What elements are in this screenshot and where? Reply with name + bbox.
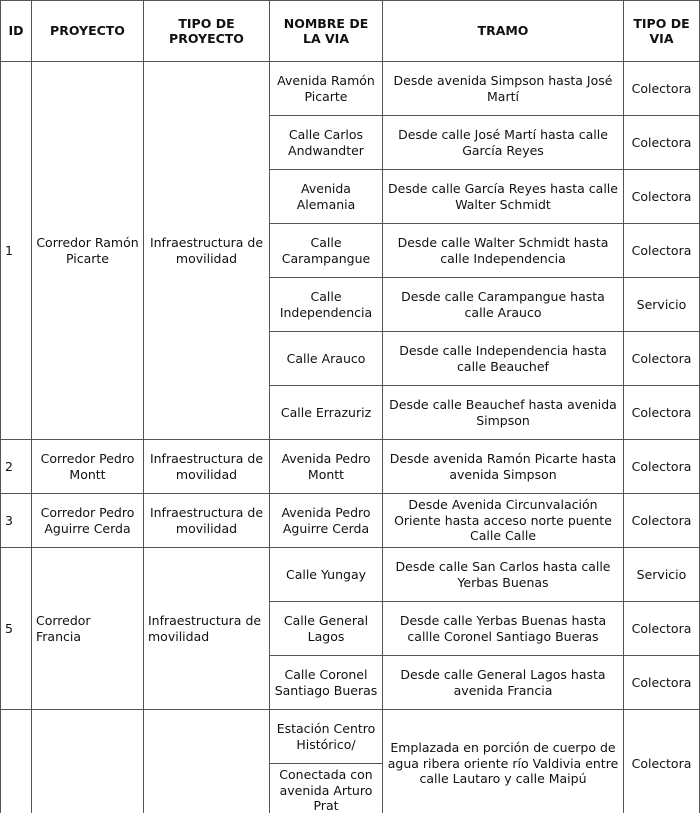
cell-id: 1: [1, 62, 32, 440]
table-row: [1, 62, 700, 116]
header-nombre-via: NOMBRE DE LA VIA: [270, 1, 383, 62]
cell-via: Calle Yungay: [270, 548, 383, 602]
cell-tipo-via: Colectora: [624, 116, 700, 170]
header-tipo-via: TIPO DE VIA: [624, 1, 700, 62]
cell-tipo-proyecto: Infraestructura de movilidad: [144, 494, 270, 548]
table-row: [1, 440, 700, 494]
header-id: ID: [1, 1, 32, 62]
table-body: [1, 62, 700, 813]
cell-tipo-via: Colectora: [624, 656, 700, 710]
cell-tramo: Desde avenida Ramón Picarte hasta avenida Simpson: [383, 440, 624, 494]
cell-tramo: Emplazada en porción de cuerpo de agua ribera oriente río Valdivia entre calle Lautaro y calle Maipú: [383, 710, 624, 813]
cell-tipo-via: Colectora: [624, 224, 700, 278]
cell-via: Estación Centro Histórico/: [270, 710, 383, 764]
cell-id: 2: [1, 440, 32, 494]
cell-via: Avenida Alemania: [270, 170, 383, 224]
cell-tramo: Desde calle García Reyes hasta calle Walter Schmidt: [383, 170, 624, 224]
cell-tipo-via: Colectora: [624, 602, 700, 656]
cell-via: Calle Coronel Santiago Bueras: [270, 656, 383, 710]
cell-tramo: Desde calle Beauchef hasta avenida Simpson: [383, 386, 624, 440]
cell-via: Calle Carlos Andwandter: [270, 116, 383, 170]
cell-id: 5: [1, 548, 32, 710]
cell-proyecto: Corredor Pedro Aguirre Cerda: [32, 494, 144, 548]
cell-via: Avenida Pedro Aguirre Cerda: [270, 494, 383, 548]
header-tipo-proyecto: TIPO DE PROYECTO: [144, 1, 270, 62]
cell-tipo-proyecto: Infraestructura de movilidad: [144, 440, 270, 494]
cell-tramo: Desde calle Walter Schmidt hasta calle Independencia: [383, 224, 624, 278]
cell-tipo-via: Colectora: [624, 440, 700, 494]
table-row: [1, 548, 700, 602]
cell-tramo: Desde Avenida Circunvalación Oriente hasta acceso norte puente Calle Calle: [383, 494, 624, 548]
cell-proyecto: [32, 710, 144, 813]
cell-tramo: Desde calle Carampangue hasta calle Arauco: [383, 278, 624, 332]
header-row: [1, 1, 700, 62]
cell-via: Calle Carampangue: [270, 224, 383, 278]
cell-tramo: Desde calle Yerbas Buenas hasta callle Coronel Santiago Bueras: [383, 602, 624, 656]
cell-tipo-via: Colectora: [624, 170, 700, 224]
cell-proyecto: Corredor Ramón Picarte: [32, 62, 144, 440]
cell-tipo-via: Colectora: [624, 332, 700, 386]
cell-proyecto: Corredor Francia: [32, 548, 144, 710]
cell-tipo-via: Servicio: [624, 278, 700, 332]
header-proyecto: PROYECTO: [32, 1, 144, 62]
table-header: [1, 1, 700, 62]
cell-via: Avenida Ramón Picarte: [270, 62, 383, 116]
cell-tipo-via: Colectora: [624, 494, 700, 548]
cell-via: Avenida Pedro Montt: [270, 440, 383, 494]
cell-tipo-via: Colectora: [624, 386, 700, 440]
cell-tipo-via: Colectora: [624, 62, 700, 116]
table-row: [1, 710, 700, 764]
cell-tramo: Desde calle Independencia hasta calle Beauchef: [383, 332, 624, 386]
cell-id: [1, 710, 32, 813]
cell-via: Conectada con avenida Arturo Prat: [270, 764, 383, 813]
cell-via: Calle General Lagos: [270, 602, 383, 656]
cell-via: Calle Errazuriz: [270, 386, 383, 440]
cell-tramo: Desde calle San Carlos hasta calle Yerbas Buenas: [383, 548, 624, 602]
cell-tipo-via: Servicio: [624, 548, 700, 602]
cell-tipo-proyecto: Infraestructura de movilidad: [144, 548, 270, 710]
cell-tipo-proyecto: Infraestructura de movilidad: [144, 62, 270, 440]
cell-tipo-proyecto: [144, 710, 270, 813]
cell-tramo: Desde calle General Lagos hasta avenida Francia: [383, 656, 624, 710]
header-tramo: TRAMO: [383, 1, 624, 62]
cell-tramo: Desde calle José Martí hasta calle García Reyes: [383, 116, 624, 170]
cell-id: 3: [1, 494, 32, 548]
cell-via: Calle Arauco: [270, 332, 383, 386]
table-row: [1, 494, 700, 548]
cell-via: Calle Independencia: [270, 278, 383, 332]
cell-tramo: Desde avenida Simpson hasta José Martí: [383, 62, 624, 116]
cell-proyecto: Corredor Pedro Montt: [32, 440, 144, 494]
cell-tipo-via: Colectora: [624, 710, 700, 813]
